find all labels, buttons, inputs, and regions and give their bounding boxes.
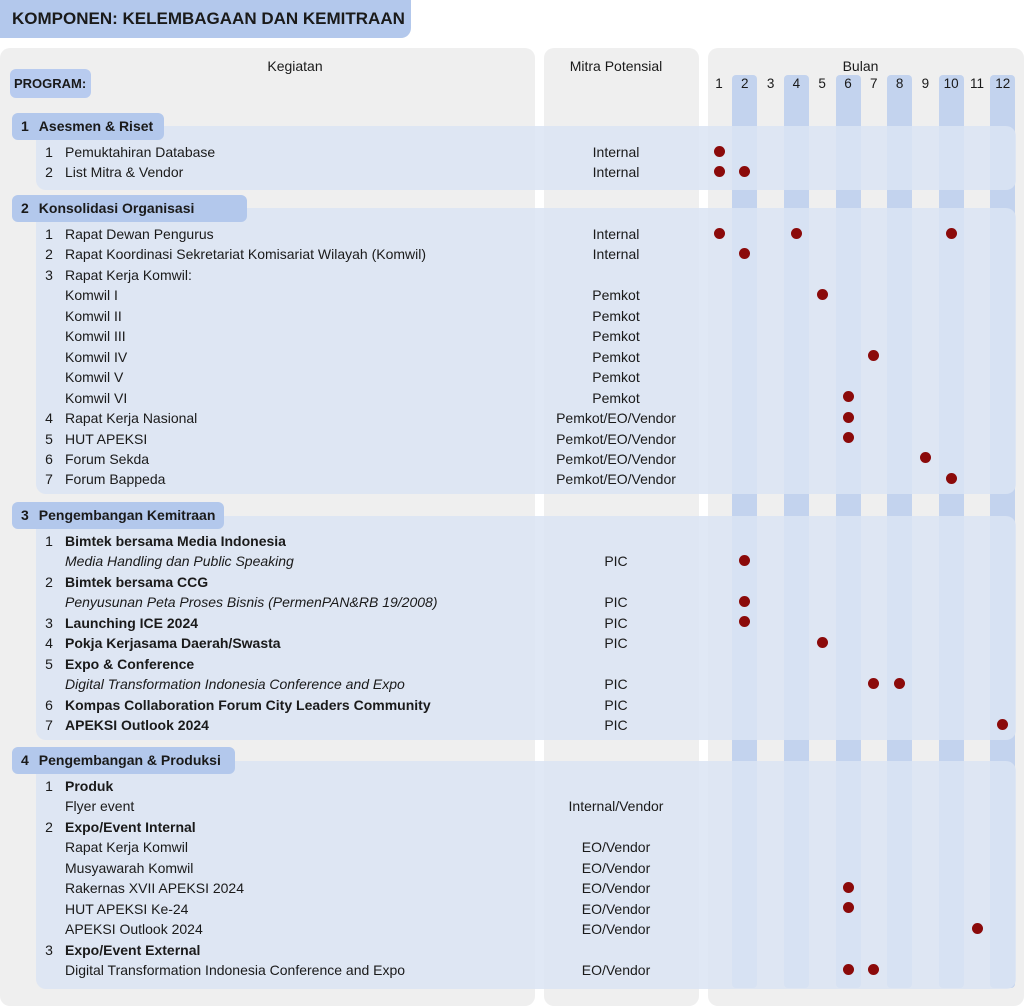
activity-row — [0, 142, 1024, 162]
activity-partner: PIC — [604, 553, 628, 570]
activity-label: Media Handling dan Public Speaking — [65, 553, 294, 570]
schedule-dot-month-6 — [843, 902, 854, 913]
activity-row — [0, 592, 1024, 612]
activity-partner: Pemkot — [592, 307, 640, 324]
activity-number: 6 — [45, 696, 53, 713]
activity-number: 1 — [45, 226, 53, 242]
activity-partner: Internal/Vendor — [568, 798, 664, 815]
activity-label: APEKSI Outlook 2024 — [65, 921, 203, 938]
activity-row — [0, 715, 1024, 735]
month-number-10: 10 — [943, 76, 959, 91]
activity-number: 4 — [45, 635, 53, 652]
activity-partner: PIC — [604, 696, 628, 713]
activity-label: Rapat Dewan Pengurus — [65, 226, 214, 242]
activity-label: Rapat Kerja Nasional — [65, 410, 198, 427]
activity-partner: Internal — [592, 144, 640, 160]
program-label: PROGRAM: — [10, 69, 91, 98]
activity-row — [0, 469, 1024, 489]
activity-number: 3 — [45, 614, 53, 631]
month-number-6: 6 — [844, 76, 852, 91]
activity-partner: Pemkot/EO/Vendor — [556, 450, 676, 467]
schedule-dot-month-1 — [714, 166, 725, 177]
activity-number: 2 — [45, 573, 53, 590]
activity-number: 7 — [45, 717, 53, 734]
activity-partner: Pemkot/EO/Vendor — [556, 410, 676, 427]
activity-row — [0, 654, 1024, 674]
activity-partner: PIC — [604, 676, 628, 693]
activity-row — [0, 919, 1024, 939]
activity-partner: Pemkot/EO/Vendor — [556, 430, 676, 447]
activity-label: Flyer event — [65, 798, 135, 815]
activity-partner: EO/Vendor — [581, 921, 651, 938]
activity-label: Komwil VI — [65, 389, 128, 406]
activity-partner: Pemkot — [592, 389, 640, 406]
activity-label: Forum Sekda — [65, 450, 150, 467]
schedule-dot-month-6 — [843, 882, 854, 893]
activity-number: 1 — [45, 144, 53, 160]
activity-number: 7 — [45, 471, 53, 488]
activity-label: Forum Bappeda — [65, 471, 166, 488]
activity-partner: PIC — [604, 614, 628, 631]
activity-partner: PIC — [604, 635, 628, 652]
activity-partner: Pemkot — [592, 348, 640, 365]
section-header-4 — [12, 747, 235, 774]
activity-row — [0, 878, 1024, 898]
activity-number: 3 — [45, 266, 53, 283]
activity-label: Pemuktahiran Database — [65, 144, 216, 160]
schedule-dot-month-5 — [817, 289, 828, 300]
activity-number: 5 — [45, 655, 53, 672]
section-number: 4 — [21, 752, 29, 768]
activity-label: Produk — [65, 778, 114, 794]
schedule-dot-month-8 — [894, 678, 905, 689]
activity-row — [0, 695, 1024, 715]
activity-row — [0, 613, 1024, 633]
activity-row — [0, 796, 1024, 816]
activity-row — [0, 326, 1024, 346]
activity-number: 3 — [45, 941, 53, 958]
activity-label: Expo/Event Internal — [65, 818, 196, 835]
activity-partner: EO/Vendor — [581, 900, 651, 917]
activity-row — [0, 858, 1024, 878]
activity-label: Launching ICE 2024 — [65, 614, 199, 631]
activity-label: List Mitra & Vendor — [65, 164, 184, 181]
activity-label: Komwil I — [65, 287, 118, 304]
activity-row — [0, 408, 1024, 428]
schedule-dot-month-1 — [714, 228, 725, 239]
activity-label: Bimtek bersama Media Indonesia — [65, 533, 286, 549]
activity-label: Komwil V — [65, 369, 124, 386]
activity-partner: Internal — [592, 246, 640, 263]
activity-partner: EO/Vendor — [581, 859, 651, 876]
activity-label: Rapat Kerja Komwil — [65, 839, 188, 856]
schedule-dot-month-10 — [946, 473, 957, 484]
activity-partner: PIC — [604, 594, 628, 611]
section-header-2 — [12, 195, 247, 222]
activity-row — [0, 306, 1024, 326]
section-title: Konsolidasi Organisasi — [38, 200, 195, 216]
activity-number: 2 — [45, 164, 53, 181]
activity-row — [0, 244, 1024, 264]
section-header-1 — [12, 113, 164, 140]
activity-label: Digital Transformation Indonesia Conference and Expo — [65, 676, 405, 693]
month-number-5: 5 — [818, 76, 826, 91]
activity-partner: Pemkot — [592, 369, 640, 386]
schedule-dot-month-4 — [791, 228, 802, 239]
activity-label: Bimtek bersama CCG — [65, 573, 209, 590]
schedule-dot-month-7 — [868, 678, 879, 689]
activity-label: Digital Transformation Indonesia Conference and Expo — [65, 962, 406, 979]
activity-row — [0, 817, 1024, 837]
activity-number: 2 — [45, 818, 53, 835]
activity-number: 6 — [45, 450, 53, 467]
activity-partner: PIC — [604, 717, 628, 734]
activity-label: Rapat Koordinasi Sekretariat Komisariat Wilayah (Komwil) — [65, 246, 427, 263]
activity-partner: EO/Vendor — [581, 962, 651, 979]
month-number-12: 12 — [995, 76, 1011, 91]
activity-label: Expo & Conference — [65, 655, 195, 672]
activity-partner: EO/Vendor — [581, 839, 651, 856]
activity-partner: Pemkot/EO/Vendor — [556, 471, 676, 488]
activity-partner: Pemkot — [592, 328, 640, 345]
activity-row — [0, 940, 1024, 960]
activity-label: Penyusunan Peta Proses Bisnis (PermenPAN&RB 19/2008) — [65, 594, 438, 611]
schedule-dot-month-6 — [843, 412, 854, 423]
section-title: Pengembangan & Produksi — [38, 752, 221, 768]
schedule-dot-month-6 — [843, 391, 854, 402]
activity-number: 2 — [45, 246, 53, 263]
bulan-header: Bulan — [842, 58, 879, 74]
activity-number: 1 — [45, 533, 53, 549]
activity-row — [0, 551, 1024, 571]
activity-row — [0, 837, 1024, 857]
activity-partner: Pemkot — [592, 287, 640, 304]
activity-row — [0, 449, 1024, 469]
activity-row — [0, 285, 1024, 305]
section-number: 2 — [21, 200, 29, 216]
schedule-dot-month-5 — [817, 637, 828, 648]
activity-label: Komwil III — [65, 328, 126, 345]
activity-row — [0, 429, 1024, 449]
month-number-3: 3 — [766, 76, 775, 91]
activity-label: Rapat Kerja Komwil: — [65, 266, 192, 283]
activity-row — [0, 224, 1024, 244]
activity-partner: Internal — [592, 164, 640, 181]
month-number-7: 7 — [870, 76, 878, 91]
activity-row — [0, 388, 1024, 408]
activity-row — [0, 776, 1024, 796]
activity-label: Komwil II — [65, 307, 122, 324]
activity-number: 4 — [45, 410, 53, 427]
mitra-header: Mitra Potensial — [569, 58, 663, 74]
activity-label: Pokja Kerjasama Daerah/Swasta — [65, 635, 281, 652]
activity-label: HUT APEKSI — [65, 430, 148, 447]
month-number-2: 2 — [741, 76, 749, 91]
month-number-11: 11 — [969, 76, 984, 91]
month-number-9: 9 — [921, 76, 930, 91]
activity-number: 1 — [45, 778, 53, 794]
schedule-dot-month-6 — [843, 964, 854, 975]
activity-label: Expo/Event External — [65, 941, 201, 958]
activity-row — [0, 531, 1024, 551]
activity-row — [0, 633, 1024, 653]
activity-row — [0, 265, 1024, 285]
month-number-8: 8 — [895, 76, 904, 91]
kegiatan-header: Kegiatan — [267, 58, 323, 74]
schedule-dot-month-1 — [714, 146, 725, 157]
schedule-dot-month-7 — [868, 964, 879, 975]
schedule-dot-month-10 — [946, 228, 957, 239]
activity-label: Komwil IV — [65, 348, 128, 365]
activity-label: Rakernas XVII APEKSI 2024 — [65, 880, 244, 897]
activity-row — [0, 162, 1024, 182]
schedule-dot-month-6 — [843, 432, 854, 443]
section-number: 1 — [21, 118, 29, 134]
activity-label: Kompas Collaboration Forum City Leaders Community — [65, 696, 431, 713]
schedule-dot-month-12 — [997, 719, 1008, 730]
activity-partner: Internal — [592, 226, 640, 242]
month-number-4: 4 — [792, 76, 801, 91]
activity-row — [0, 367, 1024, 387]
page-title: KOMPONEN: KELEMBAGAAN DAN KEMITRAAN — [0, 0, 411, 38]
activity-number: 5 — [45, 430, 53, 447]
activity-label: APEKSI Outlook 2024 — [65, 717, 209, 734]
activity-row — [0, 899, 1024, 919]
activity-partner: EO/Vendor — [581, 880, 651, 897]
section-number: 3 — [21, 507, 29, 523]
activity-row — [0, 572, 1024, 592]
activity-label: HUT APEKSI Ke-24 — [65, 900, 189, 917]
section-header-3 — [12, 502, 224, 529]
section-title: Pengembangan Kemitraan — [38, 507, 216, 523]
schedule-dot-month-11 — [972, 923, 983, 934]
activity-label: Musyawarah Komwil — [65, 859, 194, 876]
section-title: Asesmen & Riset — [38, 118, 154, 134]
month-number-1: 1 — [715, 76, 723, 91]
